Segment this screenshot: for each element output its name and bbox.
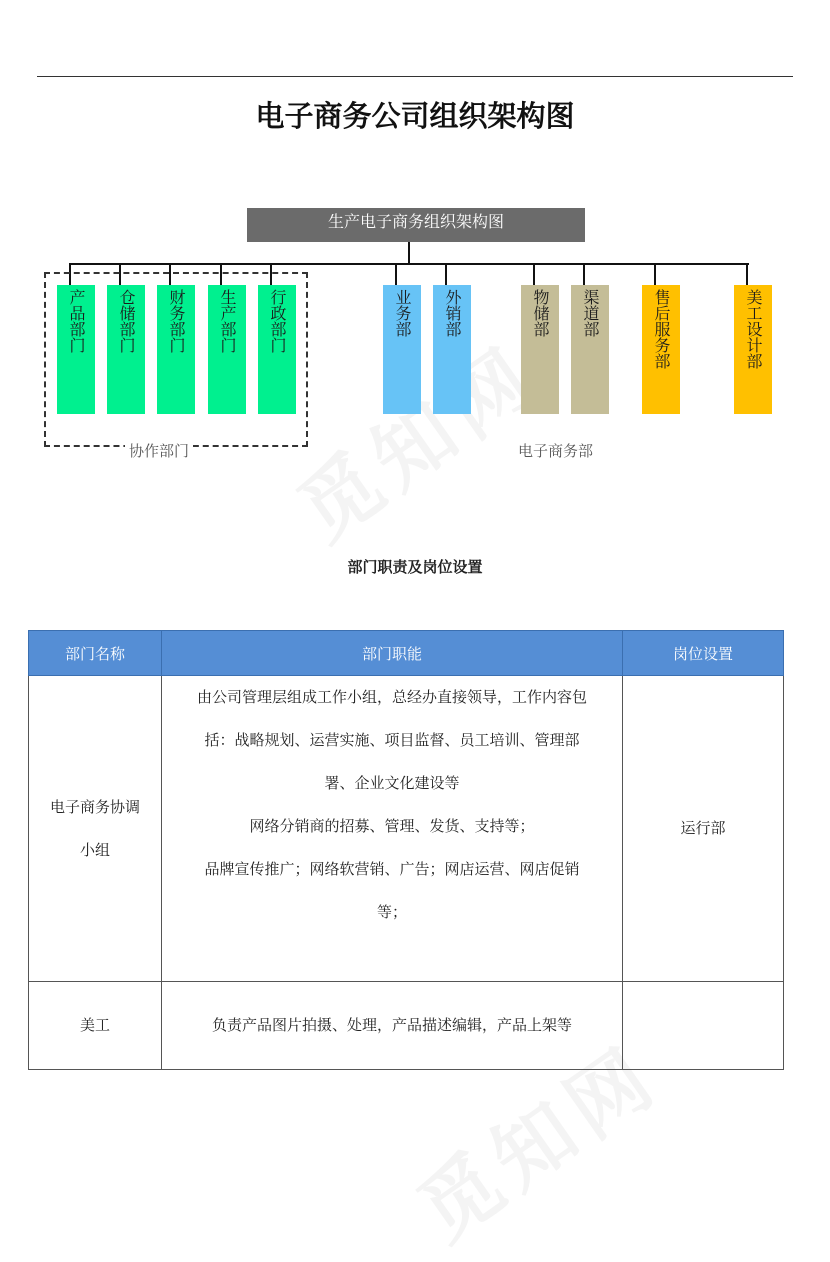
dept-box: 财务部门 — [157, 285, 195, 414]
function-line: 括：战略规划、运营实施、项目监督、员工培训、管理部 — [204, 731, 580, 749]
function-line: 网络分销商的招募、管理、发货、支持等； — [249, 817, 535, 835]
post-cell: 运行部 — [623, 676, 784, 982]
ecommerce-group-label: 电子商务部 — [514, 440, 597, 461]
function-line: 等； — [376, 903, 407, 921]
org-root-box: 生产电子商务组织架构图 — [247, 208, 585, 242]
connector-line — [395, 263, 397, 285]
dept-box: 渠道部 — [571, 285, 609, 414]
dept-name-cell — [29, 982, 162, 1070]
table-header-row — [29, 631, 784, 676]
dept-function-cell — [162, 982, 623, 1070]
function-line: 负责产品图片拍摄、处理，产品描述编辑，产品上架等 — [211, 1016, 572, 1034]
duty-table — [28, 630, 784, 1070]
dept-box: 行政部门 — [258, 285, 296, 414]
dept-box: 售后服务部 — [642, 285, 680, 414]
function-line: 品牌宣传推广；网络软营销、广告；网店运营、网店促销 — [204, 860, 580, 878]
cooperation-group-label: 协作部门 — [125, 440, 193, 461]
dept-box: 美工设计部 — [734, 285, 772, 414]
connector-line — [445, 263, 447, 285]
connector-line — [583, 263, 585, 285]
dept-name-line: 小组 — [79, 840, 110, 859]
cooperation-group-frame — [44, 272, 308, 447]
header-post-setting: 岗位设置 — [623, 631, 784, 676]
dept-name-line: 电子商务协调 — [49, 797, 140, 816]
dept-box: 生产部门 — [208, 285, 246, 414]
header-dept-name: 部门名称 — [29, 631, 162, 676]
connector-line — [746, 263, 748, 285]
connector-line — [533, 263, 535, 285]
dept-name-cell — [29, 676, 162, 982]
header-dept-function: 部门职能 — [162, 631, 623, 676]
table-row — [29, 982, 784, 1070]
connector-line — [654, 263, 656, 285]
dept-box: 业务部 — [383, 285, 421, 414]
top-rule — [37, 76, 793, 77]
function-line: 由公司管理层组成工作小组，总经办直接领导，工作内容包 — [196, 688, 587, 706]
dept-box: 物储部 — [521, 285, 559, 414]
function-line: 署、企业文化建设等 — [324, 774, 460, 792]
connector-line — [69, 263, 749, 265]
post-cell — [623, 982, 784, 1070]
dept-name-line: 美工 — [79, 1016, 110, 1034]
section-title: 部门职责及岗位设置 — [347, 558, 483, 576]
dept-function-cell — [162, 676, 623, 982]
page-title: 电子商务公司组织架构图 — [255, 99, 575, 133]
dept-box: 仓储部门 — [107, 285, 145, 414]
dept-box: 外销部 — [433, 285, 471, 414]
dept-box: 产品部门 — [57, 285, 95, 414]
table-row — [29, 676, 784, 982]
connector-line — [408, 242, 410, 264]
